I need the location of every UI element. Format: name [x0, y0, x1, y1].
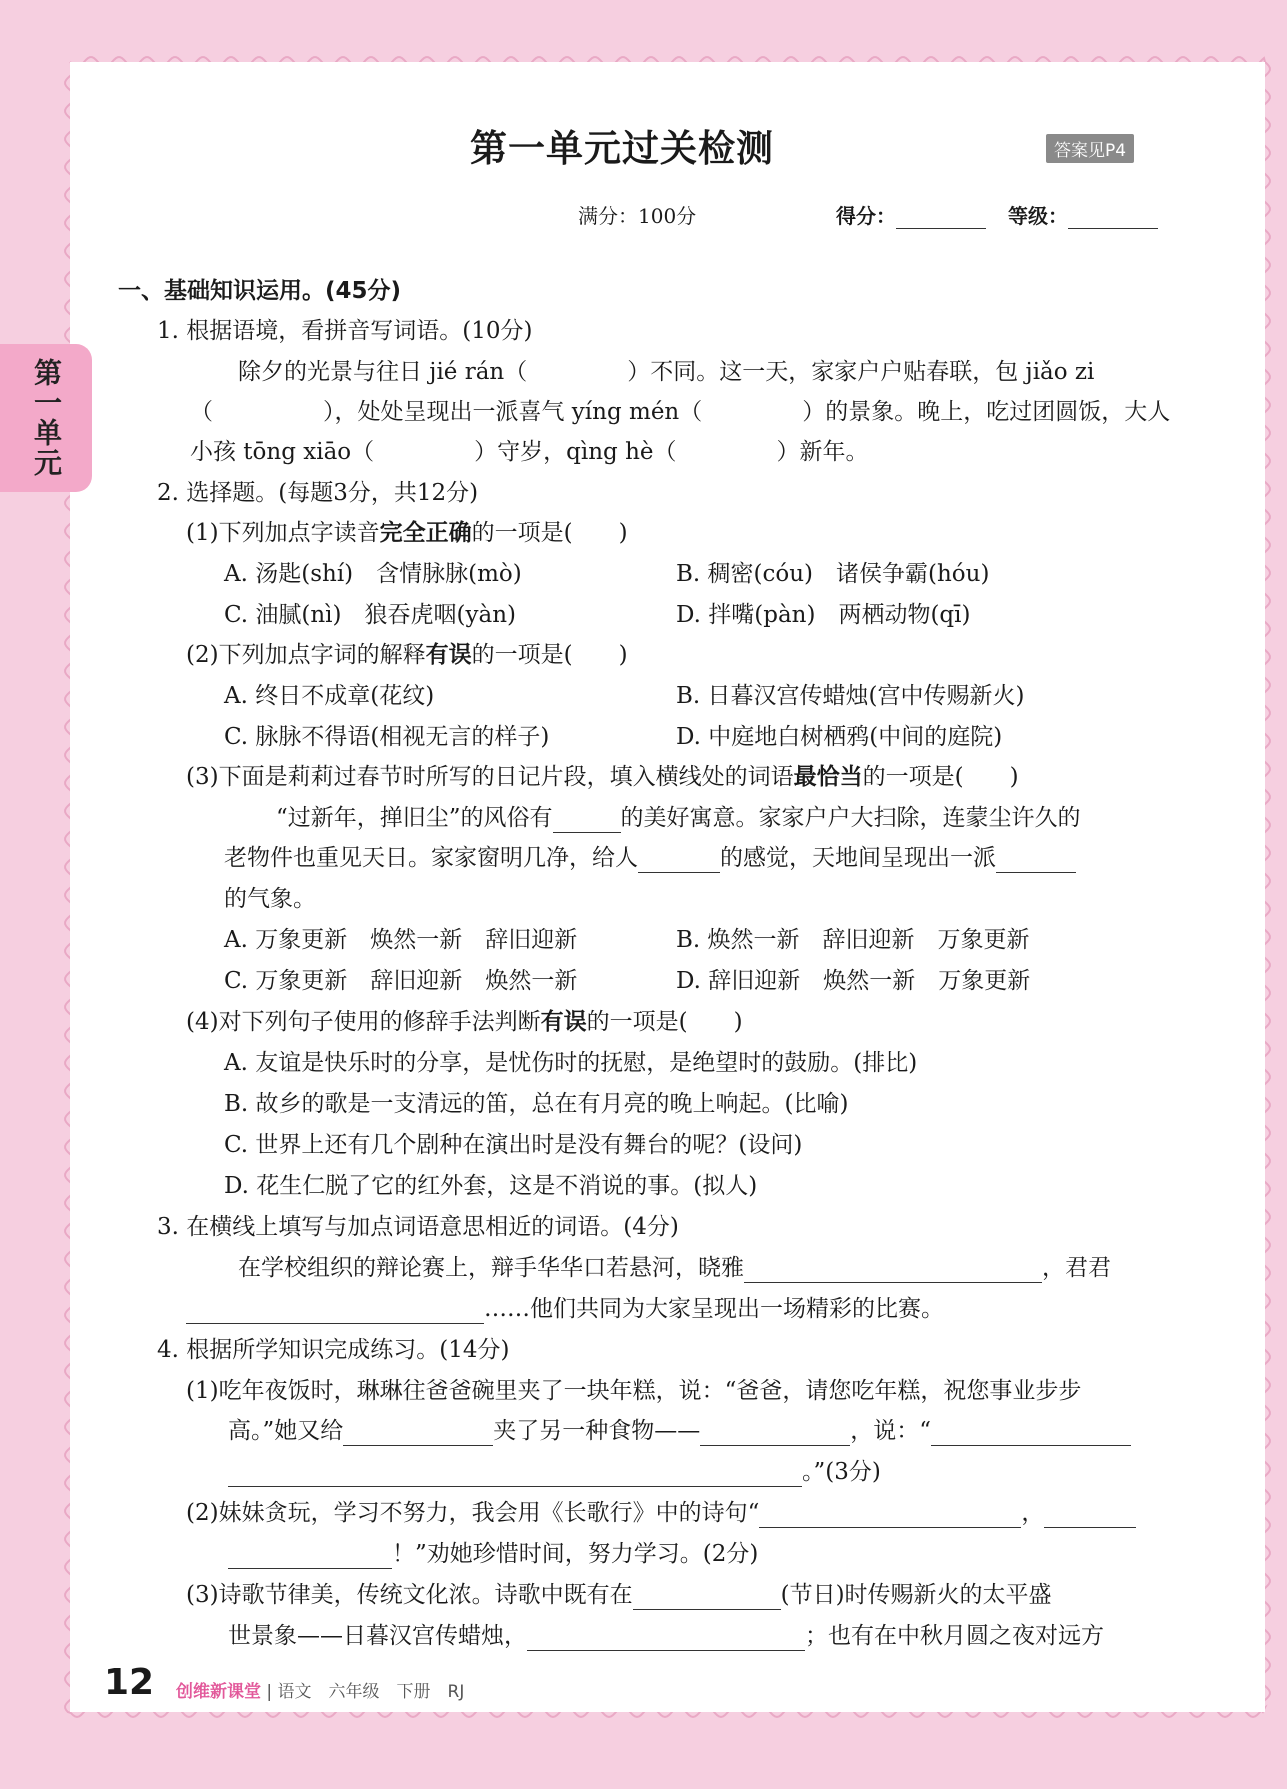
answer-blank[interactable] [527, 363, 627, 387]
page-title: 第一单元过关检测 [470, 127, 774, 170]
q2-2-option-d: D. 中庭地白树栖鸦(中间的庭院) [676, 724, 1003, 750]
answer-blank[interactable] [996, 848, 1076, 873]
q1-line3: 小孩 tōng xiāo（ ）守岁，qìng hè（ ）新年。 [190, 439, 869, 465]
answer-blank[interactable] [374, 443, 474, 467]
answer-blank[interactable] [638, 848, 720, 873]
q1-title: 1. 根据语境，看拼音写词语。(10分) [157, 318, 533, 344]
q2-sub2: (2)下列加点字词的解释有误的一项是( ) [186, 642, 628, 668]
q2-2-option-b: B. 日暮汉宫传蜡烛(宫中传赐新火) [676, 683, 1025, 709]
q4-1-line3: 。”(3分) [228, 1457, 881, 1487]
answer-blank[interactable] [931, 1421, 1131, 1446]
q2-sub1: (1)下列加点字读音完全正确的一项是( ) [186, 520, 628, 546]
q4-3-line2: 世景象——日暮汉宫传蜡烛， ；也有在中秋月圆之夜对远方 [228, 1623, 1104, 1649]
q2-3-option-a: A. 万象更新 焕然一新 辞旧迎新 [224, 927, 578, 953]
score-field: 得分： [836, 200, 986, 229]
unit-side-tab: 第一单元 [0, 344, 92, 492]
q3-line2: ……他们共同为大家呈现出一场精彩的比赛。 [186, 1294, 944, 1324]
answer-blank[interactable] [744, 1258, 1042, 1283]
q2-1-option-c: C. 油腻(nì) 狼吞虎咽(yàn) [224, 602, 516, 628]
answer-blank[interactable] [527, 1626, 805, 1651]
answer-blank[interactable] [228, 1544, 392, 1569]
answer-blank[interactable] [1044, 1503, 1136, 1528]
q2-1-option-a: A. 汤匙(shí) 含情脉脉(mò) [224, 561, 522, 587]
q2-sub3: (3)下面是莉莉过春节时所写的日记片段，填入横线处的词语最恰当的一项是( ) [186, 764, 1019, 790]
q2-4-option-b: B. 故乡的歌是一支清远的笛，总在有月亮的晚上响起。(比喻) [224, 1091, 849, 1117]
q2-sub4: (4)对下列句子使用的修辞手法判断有误的一项是( ) [186, 1009, 743, 1035]
answer-blank[interactable] [702, 403, 802, 427]
footer-book-info: 创维新课堂 | 语文 六年级 下册 RJ [176, 1682, 465, 1702]
q2-3-option-c: C. 万象更新 辞旧迎新 焕然一新 [224, 968, 578, 994]
q4-1-line1: (1)吃年夜饭时，琳琳往爸爸碗里夹了一块年糕，说：“爸爸，请您吃年糕，祝您事业步步 [186, 1378, 1082, 1404]
brand-name: 创维新课堂 [176, 1682, 261, 1702]
q2-title: 2. 选择题。(每题3分，共12分) [157, 480, 479, 506]
answer-blank[interactable] [213, 403, 323, 427]
answer-reference-badge: 答案见P4 [1046, 134, 1134, 163]
q2-4-option-c: C. 世界上还有几个剧种在演出时是没有舞台的呢？(设问) [224, 1132, 803, 1158]
q2-3-option-b: B. 焕然一新 辞旧迎新 万象更新 [676, 927, 1030, 953]
q2-4-option-d: D. 花生仁脱了它的红外套，这是不消说的事。(拟人) [224, 1173, 758, 1199]
q1-line2: （ ），处处呈现出一派喜气 yíng mén（ ）的景象。晚上，吃过团圆饭，大人 [190, 399, 1171, 425]
answer-blank[interactable] [700, 1421, 850, 1446]
q2-3-option-d: D. 辞旧迎新 焕然一新 万象更新 [676, 968, 1031, 994]
answer-blank[interactable] [759, 1503, 1021, 1528]
q2-2-option-a: A. 终日不成章(花纹) [224, 683, 435, 709]
q2-4-option-a: A. 友谊是快乐时的分享，是忧伤时的抚慰，是绝望时的鼓励。(排比) [224, 1050, 918, 1076]
q2-2-option-c: C. 脉脉不得语(相视无言的样子) [224, 724, 550, 750]
q2-3-passage-line3: 的气象。 [224, 886, 316, 912]
q3-line1: 在学校组织的辩论赛上，辩手华华口若悬河，晓雅 ，君君 [238, 1255, 1111, 1281]
section-1-heading: 一、基础知识运用。(45分) [118, 278, 402, 304]
q2-1-option-b: B. 稠密(cóu) 诸侯争霸(hóu) [676, 561, 990, 587]
q4-2-line1: (2)妹妹贪玩，学习不努力，我会用《长歌行》中的诗句“ ， [186, 1498, 1136, 1528]
q4-2-line2: ！”劝她珍惜时间，努力学习。(2分) [228, 1539, 758, 1569]
answer-blank[interactable] [633, 1585, 781, 1610]
answer-blank[interactable] [677, 443, 777, 467]
q2-3-passage-line2: 老物件也重见天日。家家窗明几净，给人 的感觉，天地间呈现出一派 [224, 843, 1076, 873]
q2-3-passage-line1: “过新年，掸旧尘”的风俗有 的美好寓意。家家户户大扫除，连蒙尘许久的 [276, 805, 1081, 831]
answer-blank[interactable] [343, 1421, 493, 1446]
q4-1-line2: 高。”她又给 夹了另一种食物—— ，说：“ [228, 1416, 1131, 1446]
page-number: 12 [104, 1662, 155, 1703]
answer-blank[interactable] [553, 808, 621, 833]
grade-blank[interactable] [1068, 206, 1158, 229]
score-blank[interactable] [896, 206, 986, 229]
q4-title: 4. 根据所学知识完成练习。(14分) [157, 1337, 510, 1363]
q3-title: 3. 在横线上填写与加点词语意思相近的词语。(4分) [157, 1214, 679, 1240]
full-score: 满分：100分 [578, 204, 697, 228]
q1-line1: 除夕的光景与往日 jié rán（ ）不同。这一天，家家户户贴春联，包 jiǎo zi [238, 359, 1095, 385]
answer-blank[interactable] [228, 1462, 802, 1487]
grade-field: 等级： [1008, 200, 1158, 229]
q4-3-line1: (3)诗歌节律美，传统文化浓。诗歌中既有在 (节日)时传赐新火的太平盛 [186, 1582, 1052, 1608]
q2-1-option-d: D. 拌嘴(pàn) 两栖动物(qī) [676, 602, 971, 628]
answer-blank[interactable] [186, 1299, 484, 1324]
